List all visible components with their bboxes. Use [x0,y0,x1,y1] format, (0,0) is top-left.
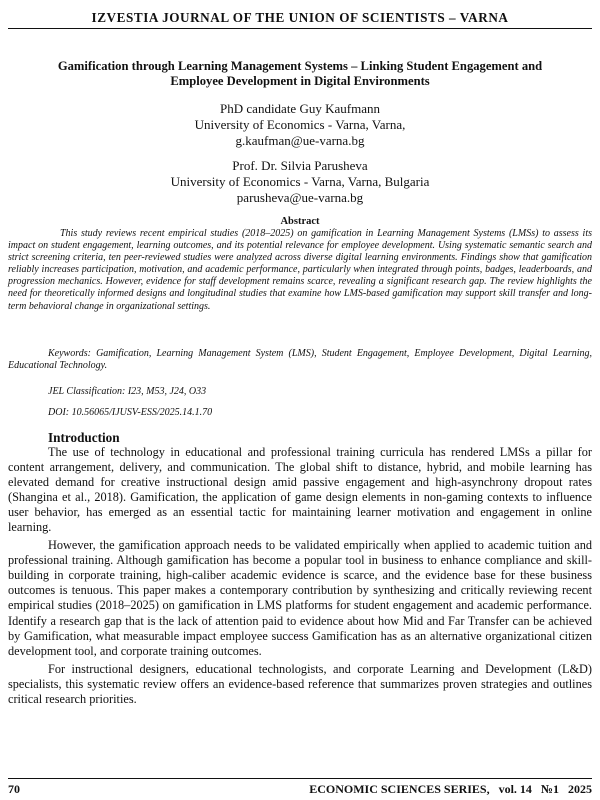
article-title [8,59,592,89]
author-email: g.kaufman@ue-varna.bg [235,133,365,148]
introduction-heading: Introduction [48,430,120,445]
author-email: parusheva@ue-varna.bg [236,190,364,205]
header-rule [8,28,592,29]
introduction-body [8,445,592,710]
author-name: Prof. Dr. Silvia Parusheva [232,158,368,173]
body-paragraph: The use of technology in educational and professional training curricula has rendered LMSs a pillar for content arrangement, delivery, and communication. The global shift to distance, hybrid, and mobile learning has elevated demand for creative instructional design amid passive engagement and high-asynchrony dropout rates (Shangina et al., 2018). Gamification, the application of game design elements in non-gaming contexts to influence user behavior, has emerged as an essential tactic for maintaining learner motivation and engagement in online learning. [8,445,592,535]
keywords: Keywords: Gamification, Learning Management System (LMS), Student Engagement, Employee Development, Digital Learning, Educational Technology. [8,348,592,372]
abstract-heading: Abstract [280,216,320,227]
footer-rule [8,778,592,779]
author-block-1 [8,101,592,149]
journal-header: IZVESTIA JOURNAL OF THE UNION OF SCIENTISTS – VARNA [91,10,509,25]
author-affiliation: University of Economics - Varna, Varna, [194,117,406,132]
page-number: 70 [8,782,20,796]
article-title-line-1: Gamification through Learning Management Systems – Linking Student Engagement and [57,59,543,73]
article-title-line-2: Employee Development in Digital Environments [170,74,430,88]
author-block-2 [8,158,592,206]
doi: DOI: 10.56065/IJUSV-ESS/2025.14.1.70 [48,407,213,418]
abstract-text: This study reviews recent empirical studies (2018–2025) on gamification in Learning Management Systems (LMSs) to assess its impact on student engagement, learning outcomes, and its potential relevance for employee development. Using systematic semantic search and strict screening criteria, ten peer-reviewed studies were analyzed across diverse digital learning environments. Findings show that gamification reliably increases participation, motivation, and academic performance, particularly when integrated through points, badges, leaderboards, and progression mechanics. However, evidence for staff development remains scarce, revealing a significant research gap. The review highlights the need for theoretically informed designs and longitudinal studies that examine how LMS-based gamification may support skill transfer and long-term behavioral change in organizational settings. [8,228,592,312]
author-affiliation: University of Economics - Varna, Varna, Bulgaria [170,174,430,189]
footer-series: ECONOMIC SCIENCES SERIES, vol. 14 №1 2025 [309,782,592,796]
author-name: PhD candidate Guy Kaufmann [220,101,380,116]
body-paragraph: For instructional designers, educational technologists, and corporate Learning and Development (L&D) specialists, this systematic review offers an evidence-based reference that summarizes proven strategies and outlines critical research priorities. [8,661,592,706]
jel-classification: JEL Classification: I23, M53, J24, O33 [48,386,207,397]
body-paragraph: However, the gamification approach needs to be validated empirically when applied to academic tuition and professional training. Although gamification has become a popular tool in business to enhance compliance and skill-building in corporate training, high-caliber academic evidence is scarce, and the evidence base for these business outcomes is tenuous. This paper makes a contemporary contribution by synthesizing and critically reviewing recent empirical studies (2018–2025) on gamification in LMS platforms for student engagement and academic performance. Identify a research gap that is the lack of attention paid to evidence about how Mid and Far Transfer can be achieved by Gamification, what measurable impact employee success Gamification has as an alternative organizational citizen development tool, and corporate training outcomes. [8,538,592,658]
